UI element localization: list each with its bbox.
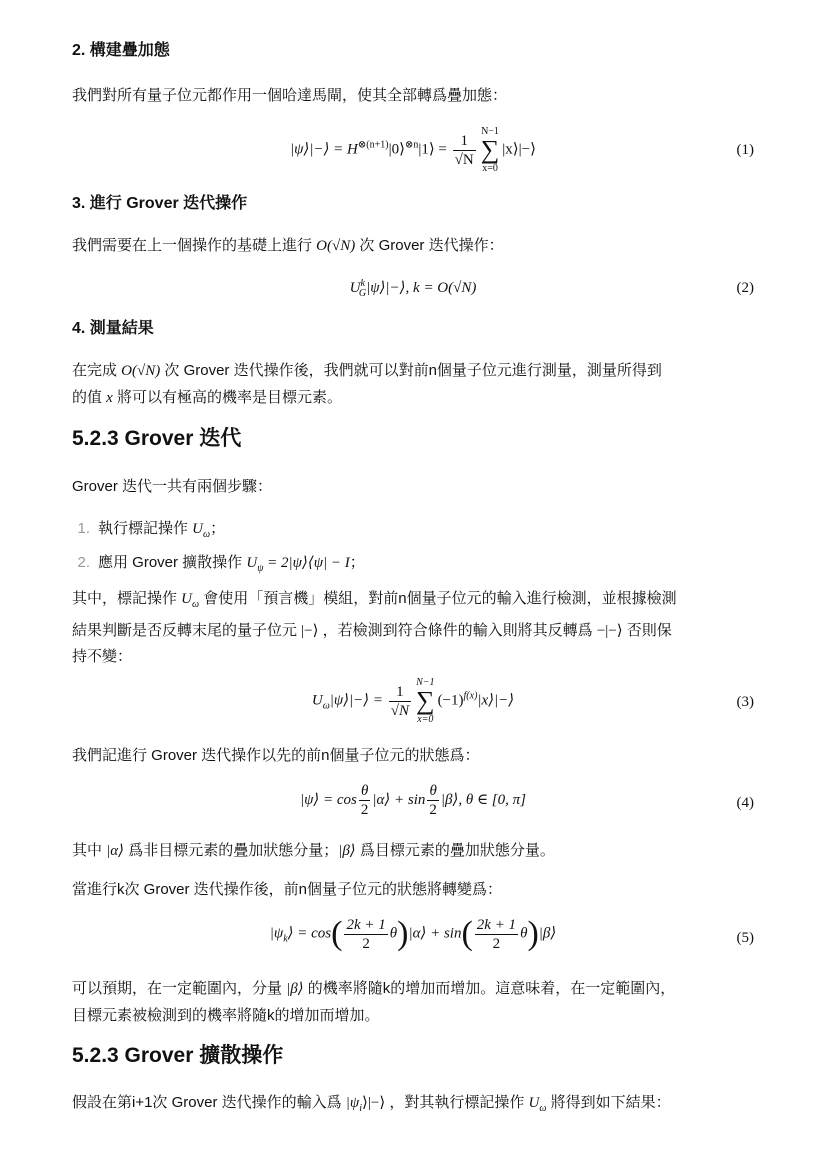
text: ，若檢測到符合條件的輸入則將其反轉爲 — [318, 621, 597, 639]
math: ω — [203, 529, 211, 540]
text: 目標元素被檢測到的機率將隨k的增加而增加。 — [72, 1006, 380, 1024]
numerator: 2k + 1 — [476, 916, 517, 933]
denominator: 2 — [429, 802, 437, 818]
math: G — [358, 288, 367, 299]
math: f(x) — [463, 690, 478, 702]
equation-3 — [0, 677, 826, 725]
math: |−⟩ — [301, 622, 319, 639]
math: (−1) — [437, 692, 464, 709]
heading-build-superposition: 2. 構建疊加態 — [72, 42, 170, 59]
math: |α⟩ + sin — [408, 925, 462, 942]
math: |x⟩|−⟩ — [502, 141, 536, 158]
math: ω — [192, 599, 200, 610]
math: ω — [322, 700, 330, 712]
paragraph: 當進行k次 Grover 迭代操作後，前n個量子位元的狀態將轉變爲： — [72, 881, 503, 898]
math: ⟩ = cos — [287, 925, 332, 942]
denominator: 2 — [344, 934, 387, 953]
fraction — [427, 782, 439, 819]
paragraph — [72, 838, 756, 865]
heading-5-2-3-grover-diffusion: 5.2.3 Grover 擴散操作 — [72, 1044, 284, 1067]
math: x — [106, 389, 113, 406]
math: −|−⟩ — [596, 622, 623, 639]
text: 次 Grover 迭代操作： — [355, 237, 504, 254]
math: |β⟩, θ ∈ [0, π] — [440, 791, 526, 808]
numerator: 1 — [396, 683, 404, 700]
text: 假設在第i+1次 Grover 迭代操作的輸入爲 — [72, 1094, 346, 1111]
math: U — [246, 554, 258, 571]
text: 將得到如下結果： — [546, 1094, 671, 1111]
summation-icon: N−1 ∑ x=0 — [416, 677, 435, 725]
fraction — [475, 916, 518, 953]
paragraph: Grover 迭代一共有兩個步驟： — [72, 478, 273, 495]
text: 的值 — [72, 388, 107, 406]
upper-limit: N−1 — [416, 677, 435, 688]
math: U — [192, 521, 204, 537]
math: |ψ — [345, 1095, 360, 1111]
list-item — [70, 516, 756, 548]
text: 結果判斷是否反轉末尾的量子位元 — [72, 621, 302, 639]
math: |β⟩ — [338, 843, 356, 859]
math: O(√N) — [121, 363, 161, 379]
math: |ψ⟩|−⟩ = — [329, 692, 387, 709]
math: k — [360, 278, 365, 289]
paragraph — [72, 976, 756, 1028]
text: 會使用「預言機」模組，對前n個量子位元的輸入進行檢測，並根據檢測 — [199, 590, 677, 607]
math: ⊗n — [404, 139, 419, 151]
math: |β⟩ — [286, 981, 304, 997]
math: |α⟩ + sin — [372, 791, 426, 808]
paragraph: 我們對所有量子位元都作用一個哈達馬閘，使其全部轉爲疊加態： — [72, 87, 508, 104]
paragraph — [72, 233, 756, 260]
text: 的機率將隨k的增加而增加。這意味着，在一定範圍內， — [303, 980, 676, 997]
list-item — [70, 550, 756, 582]
math: |ψ⟩|−⟩ = H — [290, 141, 358, 158]
equation-number: (4) — [736, 795, 754, 811]
lower-limit: x=0 — [417, 714, 434, 725]
math: θ — [520, 925, 528, 942]
text: ，對其執行標記操作 — [385, 1094, 529, 1111]
paragraph — [72, 1090, 756, 1122]
text: 可以預期，在一定範圍內，分量 — [72, 980, 287, 997]
upper-limit: N−1 — [481, 126, 499, 137]
numerator: 1 — [460, 132, 468, 149]
denominator: 2 — [475, 934, 518, 953]
denominator: 2 — [360, 802, 369, 818]
summation-icon: N−1 ∑ x=0 — [480, 126, 500, 174]
paragraph — [72, 358, 756, 411]
equation-number: (1) — [736, 142, 754, 158]
paren: ) — [527, 915, 539, 952]
math: ω — [539, 1103, 547, 1114]
text: 次 Grover 迭代操作後，我們就可以對前n個量子位元進行測量，測量所得到 — [160, 362, 662, 379]
math: k — [283, 933, 288, 945]
math: ⟩|−⟩ — [362, 1095, 386, 1111]
equation-number: (3) — [736, 694, 754, 710]
fraction — [453, 132, 476, 169]
math: |ψ — [269, 925, 284, 942]
text: ； — [349, 553, 365, 571]
equation-1 — [0, 126, 826, 174]
numerator: 2k + 1 — [346, 916, 386, 933]
math: O(√N) — [316, 238, 356, 254]
equation-5 — [0, 915, 826, 953]
paren: ) — [397, 915, 409, 952]
denominator: √N — [454, 151, 474, 168]
numerator: θ — [360, 783, 369, 799]
text: 其中 — [72, 842, 107, 859]
math: U — [528, 1095, 540, 1111]
ordered-list — [70, 516, 756, 581]
text: 應用 Grover 擴散操作 — [98, 553, 247, 571]
text: 持不變： — [72, 648, 133, 665]
text: ； — [210, 520, 226, 537]
math: i — [359, 1103, 363, 1114]
text: 將可以有極高的機率是目標元素。 — [112, 388, 343, 406]
math: |0⟩ — [388, 141, 405, 158]
fraction — [344, 916, 387, 953]
list-number: 1. — [77, 520, 90, 537]
equation-number: (2) — [736, 280, 754, 296]
math: |ψ⟩ = cos — [299, 791, 357, 808]
math: |1⟩ = — [418, 141, 451, 158]
heading-grover-iteration-step: 3. 進行 Grover 迭代操作 — [72, 195, 248, 212]
math: |β⟩ — [538, 925, 557, 942]
numerator: θ — [429, 783, 437, 799]
lower-limit: x=0 — [482, 163, 498, 174]
paragraph — [72, 586, 756, 670]
text: 爲目標元素的疊加狀態分量。 — [355, 842, 555, 859]
text: 我們需要在上一個操作的基礎上進行 — [72, 237, 317, 254]
equation-4 — [0, 782, 826, 819]
text: 爲非目標元素的疊加狀態分量； — [124, 842, 339, 859]
text: 執行標記操作 — [98, 520, 193, 537]
text: 否則保 — [622, 621, 672, 639]
math: ⊗(n+1) — [357, 139, 389, 151]
math: = 2|ψ⟩⟨ψ| − I — [263, 554, 350, 571]
math: |x⟩|−⟩ — [477, 692, 515, 709]
math: U — [349, 280, 361, 296]
text: 在完成 — [72, 362, 122, 379]
list-number: 2. — [77, 553, 90, 571]
math: ψ — [257, 562, 264, 574]
math: |α⟩ — [106, 843, 125, 859]
text: 其中，標記操作 — [72, 590, 182, 607]
math: U — [181, 591, 193, 607]
paren: ( — [331, 915, 343, 952]
heading-5-2-3-grover-iteration: 5.2.3 Grover 迭代 — [72, 427, 242, 450]
fraction — [389, 683, 411, 720]
equation-2 — [0, 278, 826, 299]
paragraph: 我們記進行 Grover 迭代操作以先的前n個量子位元的狀態爲： — [72, 747, 480, 764]
paren: ( — [461, 915, 473, 952]
math: θ — [389, 925, 398, 942]
fraction — [359, 782, 371, 819]
math: |ψ⟩|−⟩, k = O(√N) — [366, 280, 477, 296]
denominator: √N — [390, 702, 410, 719]
heading-measurement: 4. 測量結果 — [72, 320, 154, 337]
math: U — [311, 692, 323, 709]
equation-number: (5) — [736, 930, 754, 946]
